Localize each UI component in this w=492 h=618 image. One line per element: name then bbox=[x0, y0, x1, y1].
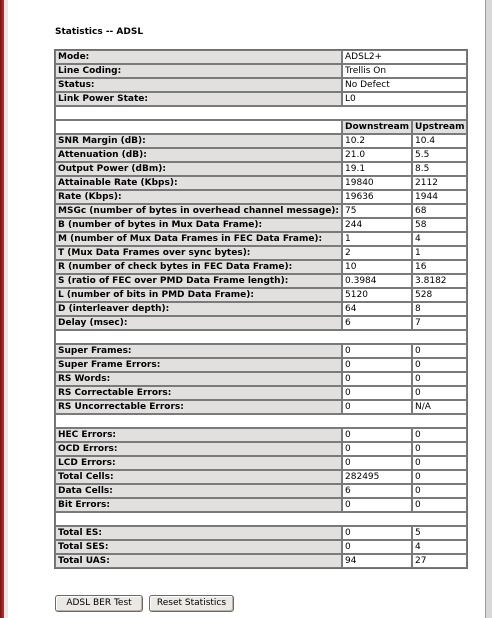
downstream-value: 0 bbox=[342, 428, 412, 442]
downstream-value: 2 bbox=[342, 246, 412, 260]
stat-label: Bit Errors: bbox=[55, 498, 342, 512]
info-row bbox=[55, 92, 467, 106]
downstream-value: 282495 bbox=[342, 470, 412, 484]
upstream-value: 528 bbox=[412, 288, 467, 302]
stat-label: R (number of check bytes in FEC Data Frame): bbox=[55, 260, 342, 274]
stat-label: Attenuation (dB): bbox=[55, 148, 342, 162]
stat-label: LCD Errors: bbox=[55, 456, 342, 470]
downstream-value: 0 bbox=[342, 498, 412, 512]
adsl-ber-test-button[interactable]: ADSL BER Test bbox=[55, 595, 143, 612]
stat-row bbox=[55, 400, 467, 414]
info-value: No Defect bbox=[342, 78, 467, 92]
upstream-value: 4 bbox=[412, 540, 467, 554]
upstream-value: 1 bbox=[412, 246, 467, 260]
stat-row bbox=[55, 260, 467, 274]
info-row bbox=[55, 78, 467, 92]
stat-label: Rate (Kbps): bbox=[55, 190, 342, 204]
downstream-value: 1 bbox=[342, 232, 412, 246]
stat-label: B (number of bytes in Mux Data Frame): bbox=[55, 218, 342, 232]
upstream-value: 4 bbox=[412, 232, 467, 246]
upstream-value: 2112 bbox=[412, 176, 467, 190]
upstream-value: 7 bbox=[412, 316, 467, 330]
stat-label: Super Frames: bbox=[55, 344, 342, 358]
downstream-value: 6 bbox=[342, 316, 412, 330]
scrollbar-track[interactable] bbox=[485, 0, 492, 618]
info-value: L0 bbox=[342, 92, 467, 106]
downstream-value: 0.3984 bbox=[342, 274, 412, 288]
stat-label: RS Words: bbox=[55, 372, 342, 386]
upstream-value: 0 bbox=[412, 372, 467, 386]
info-value: Trellis On bbox=[342, 64, 467, 78]
stat-label: Attainable Rate (Kbps): bbox=[55, 176, 342, 190]
stat-row bbox=[55, 554, 467, 568]
stat-row bbox=[55, 190, 467, 204]
spacer-cell bbox=[55, 106, 467, 120]
stat-row bbox=[55, 246, 467, 260]
upstream-value: 0 bbox=[412, 456, 467, 470]
stat-row bbox=[55, 386, 467, 400]
stat-row bbox=[55, 274, 467, 288]
upstream-value: N/A bbox=[412, 400, 467, 414]
stat-label: Total ES: bbox=[55, 526, 342, 540]
downstream-value: 0 bbox=[342, 358, 412, 372]
downstream-value: 0 bbox=[342, 344, 412, 358]
spacer-row bbox=[55, 106, 467, 120]
downstream-value: 0 bbox=[342, 386, 412, 400]
downstream-value: 64 bbox=[342, 302, 412, 316]
downstream-value: 0 bbox=[342, 442, 412, 456]
downstream-value: 0 bbox=[342, 456, 412, 470]
downstream-value: 244 bbox=[342, 218, 412, 232]
stat-label: SNR Margin (dB): bbox=[55, 134, 342, 148]
stat-label: MSGc (number of bytes in overhead channel message): bbox=[55, 204, 342, 218]
stat-row bbox=[55, 218, 467, 232]
stat-label: Data Cells: bbox=[55, 484, 342, 498]
upstream-value: 0 bbox=[412, 484, 467, 498]
stat-row bbox=[55, 372, 467, 386]
downstream-value: 19636 bbox=[342, 190, 412, 204]
stat-row bbox=[55, 358, 467, 372]
upstream-value: 5.5 bbox=[412, 148, 467, 162]
stat-label: Total SES: bbox=[55, 540, 342, 554]
downstream-value: 6 bbox=[342, 484, 412, 498]
downstream-value: 19840 bbox=[342, 176, 412, 190]
downstream-value: 5120 bbox=[342, 288, 412, 302]
stat-row bbox=[55, 162, 467, 176]
stat-row bbox=[55, 232, 467, 246]
stat-row bbox=[55, 540, 467, 554]
spacer-cell bbox=[55, 414, 467, 428]
downstream-value: 0 bbox=[342, 400, 412, 414]
upstream-value: 10.4 bbox=[412, 134, 467, 148]
stat-row bbox=[55, 470, 467, 484]
adsl-statistics-table bbox=[54, 49, 468, 569]
stat-label: RS Uncorrectable Errors: bbox=[55, 400, 342, 414]
spacer-row bbox=[55, 330, 467, 344]
stat-label: Output Power (dBm): bbox=[55, 162, 342, 176]
info-label: Status: bbox=[55, 78, 342, 92]
downstream-value: 10.2 bbox=[342, 134, 412, 148]
header-blank-cell bbox=[55, 120, 342, 134]
stat-row bbox=[55, 484, 467, 498]
spacer-cell bbox=[55, 330, 467, 344]
upstream-value: 5 bbox=[412, 526, 467, 540]
stat-row bbox=[55, 316, 467, 330]
upstream-value: 0 bbox=[412, 442, 467, 456]
stat-row bbox=[55, 344, 467, 358]
upstream-value: 3.8182 bbox=[412, 274, 467, 288]
downstream-value: 0 bbox=[342, 526, 412, 540]
stat-row bbox=[55, 498, 467, 512]
upstream-header: Upstream bbox=[412, 120, 467, 134]
stat-row bbox=[55, 148, 467, 162]
stat-row bbox=[55, 134, 467, 148]
downstream-value: 75 bbox=[342, 204, 412, 218]
stat-label: T (Mux Data Frames over sync bytes): bbox=[55, 246, 342, 260]
info-value: ADSL2+ bbox=[342, 50, 467, 64]
stat-label: D (interleaver depth): bbox=[55, 302, 342, 316]
left-frame-gutter bbox=[4, 0, 8, 618]
downstream-value: 94 bbox=[342, 554, 412, 568]
info-row bbox=[55, 50, 467, 64]
page-title: Statistics -- ADSL bbox=[55, 27, 144, 37]
downstream-value: 19.1 bbox=[342, 162, 412, 176]
upstream-value: 0 bbox=[412, 428, 467, 442]
stat-row bbox=[55, 176, 467, 190]
info-label: Link Power State: bbox=[55, 92, 342, 106]
stat-label: Total UAS: bbox=[55, 554, 342, 568]
upstream-value: 0 bbox=[412, 498, 467, 512]
downstream-header: Downstream bbox=[342, 120, 412, 134]
upstream-value: 8.5 bbox=[412, 162, 467, 176]
stat-row bbox=[55, 456, 467, 470]
stat-label: S (ratio of FEC over PMD Data Frame length): bbox=[55, 274, 342, 288]
stat-label: RS Correctable Errors: bbox=[55, 386, 342, 400]
upstream-value: 0 bbox=[412, 358, 467, 372]
upstream-value: 68 bbox=[412, 204, 467, 218]
stat-row bbox=[55, 288, 467, 302]
stat-label: OCD Errors: bbox=[55, 442, 342, 456]
stat-label: Delay (msec): bbox=[55, 316, 342, 330]
info-row bbox=[55, 64, 467, 78]
downstream-value: 0 bbox=[342, 540, 412, 554]
stat-row bbox=[55, 428, 467, 442]
upstream-value: 0 bbox=[412, 386, 467, 400]
downstream-value: 0 bbox=[342, 372, 412, 386]
spacer-row bbox=[55, 414, 467, 428]
upstream-value: 0 bbox=[412, 470, 467, 484]
upstream-value: 58 bbox=[412, 218, 467, 232]
upstream-value: 27 bbox=[412, 554, 467, 568]
stat-row bbox=[55, 204, 467, 218]
stat-label: Super Frame Errors: bbox=[55, 358, 342, 372]
upstream-value: 8 bbox=[412, 302, 467, 316]
spacer-row bbox=[55, 512, 467, 526]
upstream-value: 16 bbox=[412, 260, 467, 274]
reset-statistics-button[interactable]: Reset Statistics bbox=[149, 595, 234, 612]
info-label: Mode: bbox=[55, 50, 342, 64]
upstream-value: 1944 bbox=[412, 190, 467, 204]
stat-row bbox=[55, 526, 467, 540]
column-header-row bbox=[55, 120, 467, 134]
stat-label: L (number of bits in PMD Data Frame): bbox=[55, 288, 342, 302]
info-label: Line Coding: bbox=[55, 64, 342, 78]
stat-row bbox=[55, 442, 467, 456]
downstream-value: 21.0 bbox=[342, 148, 412, 162]
stat-label: HEC Errors: bbox=[55, 428, 342, 442]
stat-label: M (number of Mux Data Frames in FEC Data Frame): bbox=[55, 232, 342, 246]
stat-row bbox=[55, 302, 467, 316]
spacer-cell bbox=[55, 512, 467, 526]
upstream-value: 0 bbox=[412, 344, 467, 358]
downstream-value: 10 bbox=[342, 260, 412, 274]
stat-label: Total Cells: bbox=[55, 470, 342, 484]
